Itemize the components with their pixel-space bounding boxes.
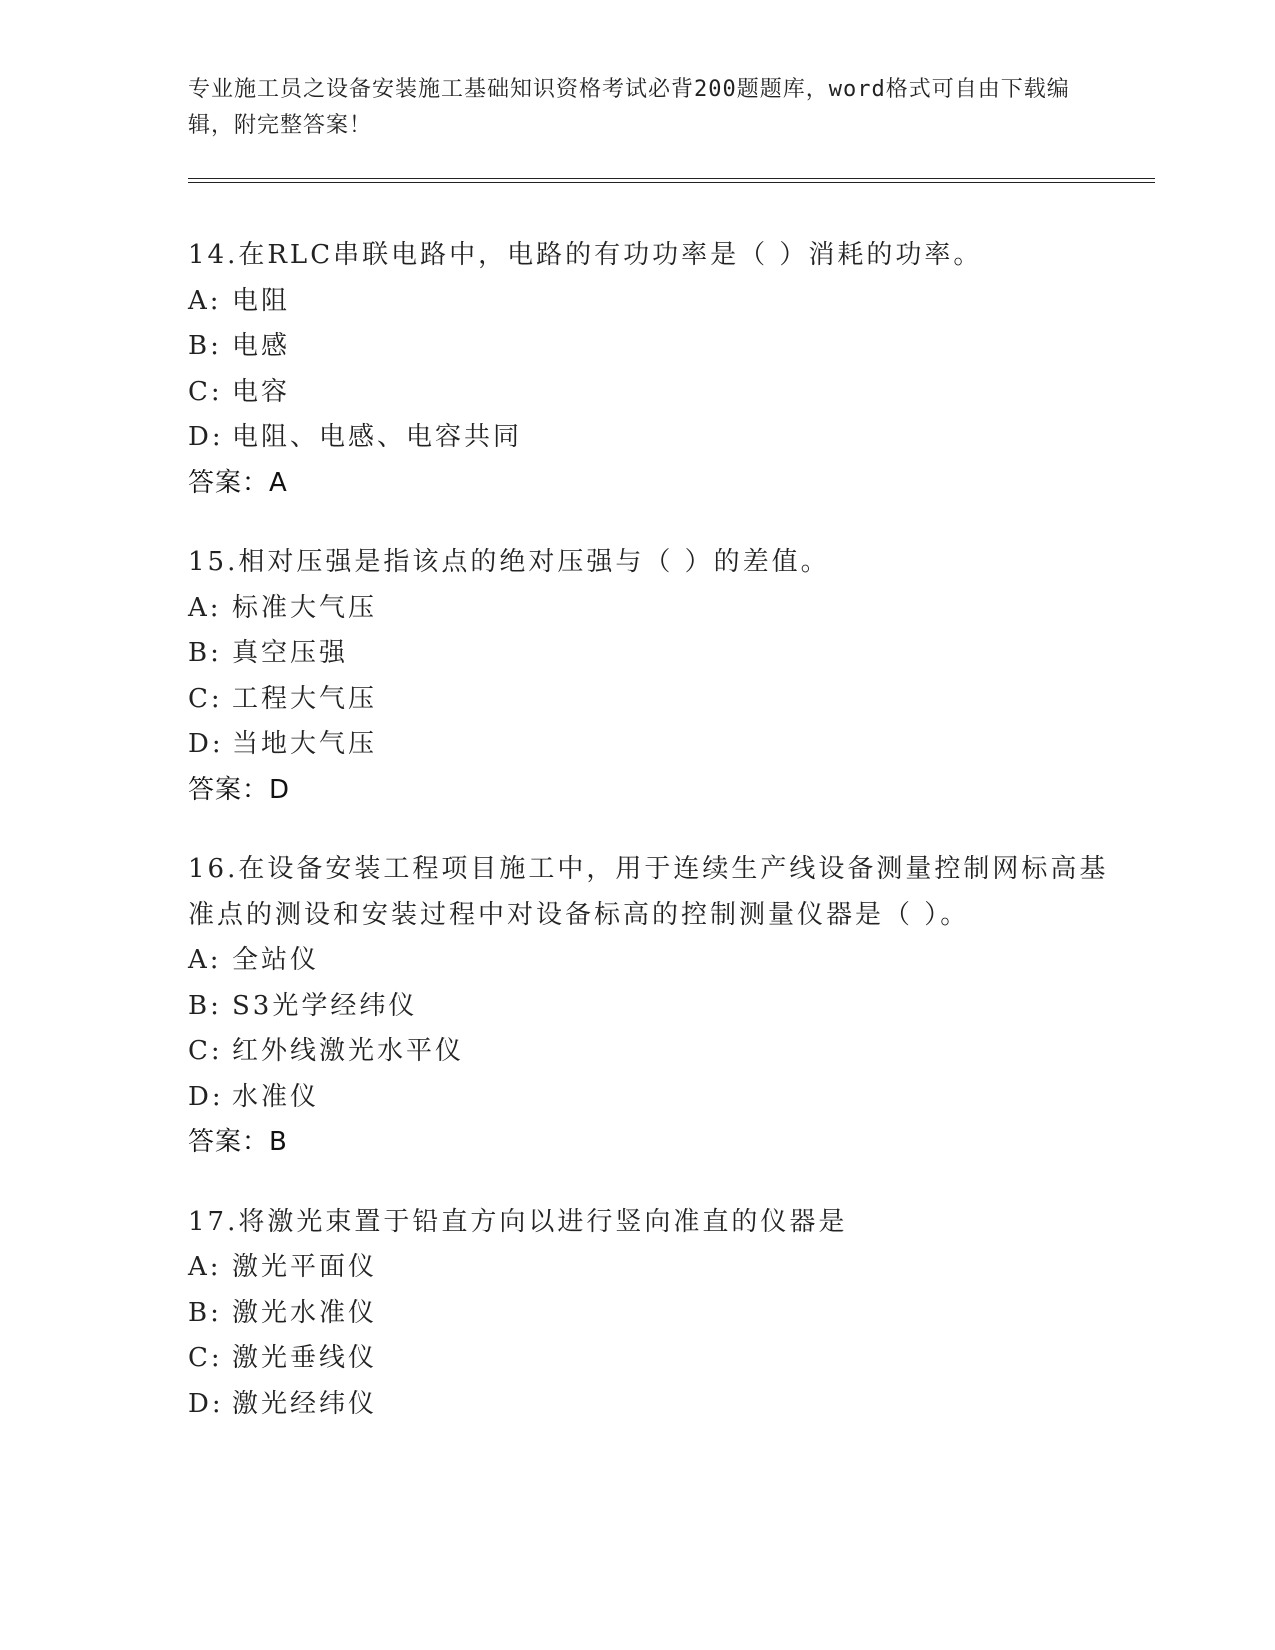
question-list [188,233,1118,1461]
option-letter: B: [188,1297,222,1328]
option-text: 激光水准仪 [232,1297,378,1328]
option-letter: A: [188,592,222,623]
option-text: 激光垂线仪 [232,1343,378,1373]
option-b [188,631,1118,677]
option-text: 全站仪 [232,945,320,975]
option-d [188,1382,1118,1428]
option-letter: C: [188,376,223,407]
question-item [188,1200,1118,1428]
option-c [188,1336,1118,1382]
question-item [188,233,1118,506]
option-a [188,1245,1118,1291]
option-text: 真空压强 [232,638,349,668]
option-c [188,1029,1118,1075]
option-a [188,279,1118,325]
option-letter: D: [188,422,224,452]
header-divider [188,178,1155,183]
question-item [188,540,1118,813]
option-letter: B: [188,638,222,668]
option-d [188,1075,1118,1121]
option-a [188,938,1118,984]
option-text: 工程大气压 [232,683,378,714]
answer-line: 答案：B [188,1127,288,1157]
option-text: 激光平面仪 [232,1252,378,1282]
option-letter: A: [188,285,222,316]
option-letter: D: [188,729,224,759]
question-stem: 16.在设备安装工程项目施工中，用于连续生产线设备测量控制网标高基准点的测设和安装过程中对设备标高的控制测量仪器是（ ）。 [188,854,1109,930]
question-stem: 17.将激光束置于铅直方向以进行竖向准直的仪器是 [188,1206,848,1237]
option-text: 激光经纬仪 [232,1388,378,1419]
option-letter: B: [188,990,222,1021]
option-c [188,677,1118,723]
option-letter: D: [188,1081,224,1112]
option-text: 电容 [232,376,291,407]
question-stem: 15.相对压强是指该点的绝对压强与（ ）的差值。 [188,547,830,577]
option-letter: B: [188,331,222,361]
option-b [188,324,1118,370]
option-text: 电感 [232,331,291,361]
option-letter: A: [188,1252,222,1282]
document-header: 专业施工员之设备安装施工基础知识资格考试必背200题题库，word格式可自由下载编辑，附完整答案！ [188,77,1070,138]
option-letter: C: [188,1036,223,1066]
option-letter: C: [188,683,223,714]
option-letter: D: [188,1388,224,1419]
question-item [188,847,1118,1166]
option-c [188,370,1118,416]
option-b [188,984,1118,1030]
option-text: 水准仪 [232,1081,320,1112]
option-d [188,722,1118,768]
option-text: 标准大气压 [232,592,378,623]
answer-line: 答案：A [188,467,288,498]
option-text: 当地大气压 [232,729,378,759]
option-a [188,586,1118,632]
answer-line: 答案：D [188,774,291,805]
option-b [188,1291,1118,1337]
question-stem: 14.在RLC串联电路中，电路的有功功率是（ ）消耗的功率。 [188,240,983,270]
option-text: 电阻 [232,285,291,316]
option-text: 电阻、电感、电容共同 [232,422,523,452]
option-text: S3光学经纬仪 [232,990,418,1021]
option-text: 红外线激光水平仪 [232,1036,465,1066]
option-letter: C: [188,1343,223,1373]
option-letter: A: [188,945,222,975]
option-d [188,415,1118,461]
